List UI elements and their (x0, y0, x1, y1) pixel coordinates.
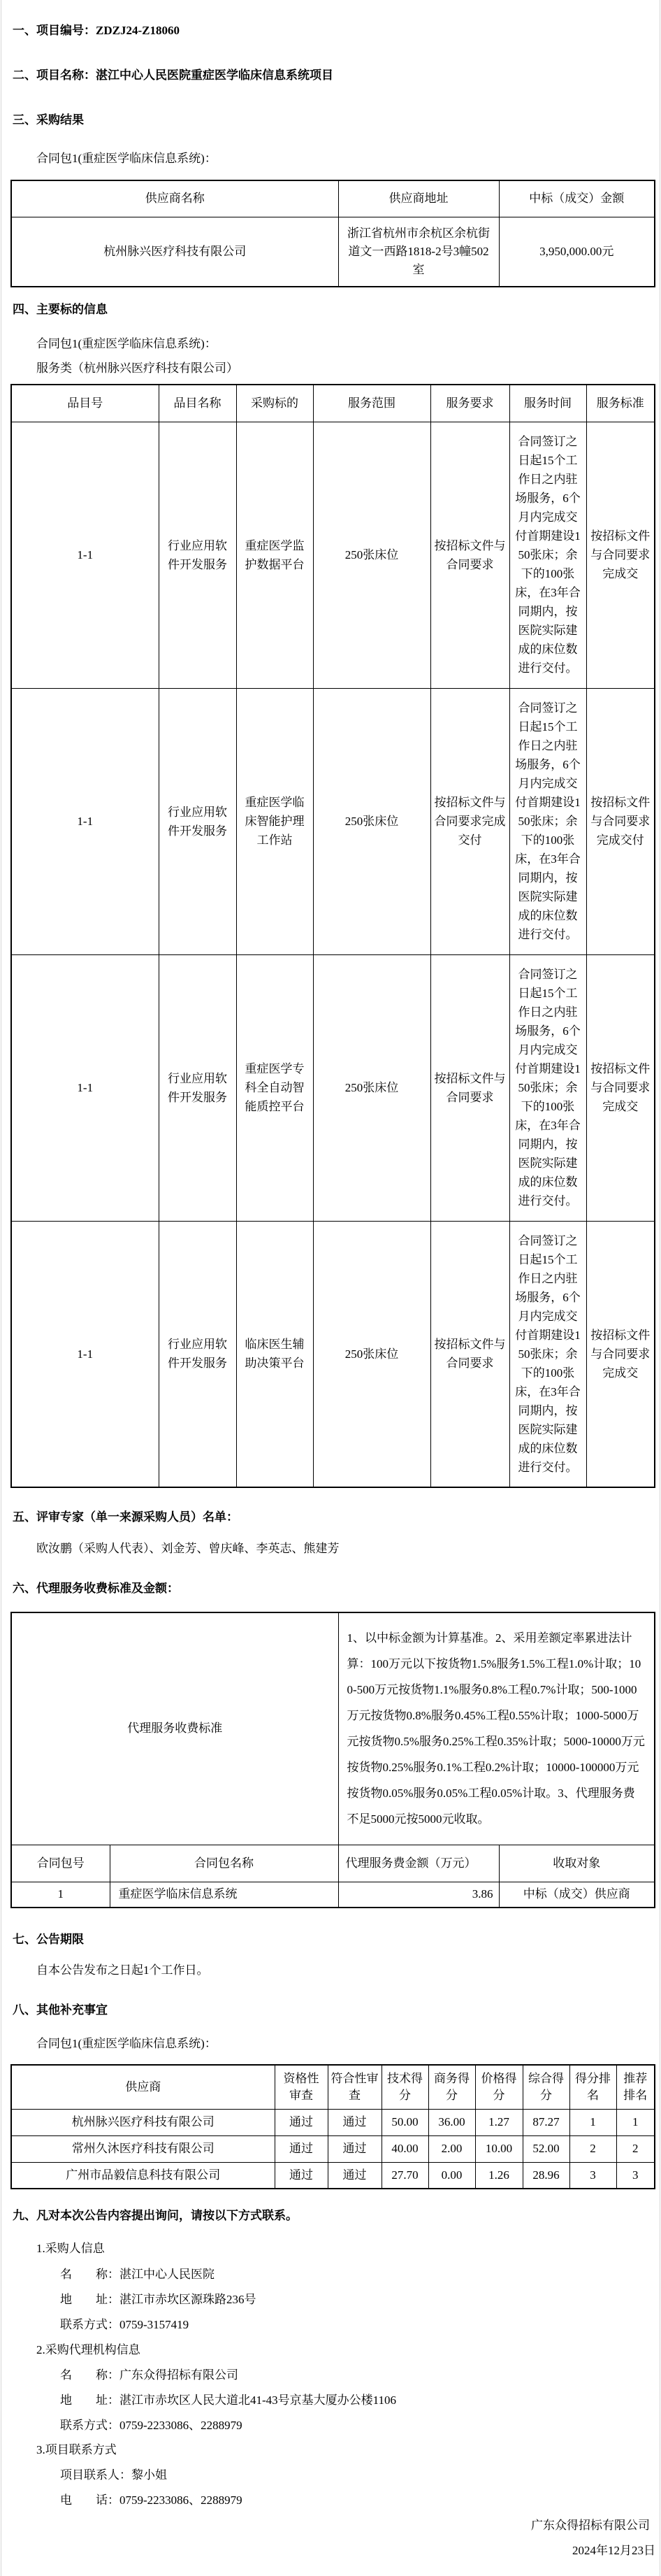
column-header: 品目号 (11, 385, 159, 422)
table-cell: 3 (616, 2162, 655, 2189)
table-cell: 按招标文件与合同要求 (430, 422, 509, 688)
table-row (11, 2162, 655, 2189)
section-heading-experts: 五、评审专家（单一来源采购人员）名单： (13, 1510, 238, 1524)
column-header: 中标（成交）金额 (499, 180, 655, 217)
column-header: 符合性审查 (328, 2065, 382, 2109)
table-cell: 合同签订之日起15个工作日之内驻场服务，6个月内完成交付首期建设150张床；余下的100张床，在3年合同期内，按医院实际建成的床位数进行交付。 (509, 422, 586, 688)
result-table (10, 180, 655, 287)
table-cell: 重症医学临床信息系统 (110, 1882, 338, 1908)
table-cell: 合同签订之日起15个工作日之内驻场服务，6个月内完成交付首期建设150张床；余下的100张床，在3年合同期内，按医院实际建成的床位数进行交付。 (509, 1221, 586, 1487)
column-header: 价格得分 (475, 2065, 523, 2109)
table-cell: 1-1 (11, 954, 159, 1221)
column-header: 商务得分 (428, 2065, 475, 2109)
purchaser-address: 地 址：湛江市赤坎区源珠路236号 (60, 2293, 256, 2306)
table-header-row (11, 385, 655, 422)
table-cell: 2 (616, 2135, 655, 2162)
agency-address: 地 址：湛江市赤坎区人民大道北41-43号京基大厦办公楼1106 (60, 2393, 397, 2407)
table-cell: 按招标文件与合同要求完成交付 (430, 688, 509, 954)
experts-list: 欧汝鹏（采购人代表）、刘金芳、曾庆峰、李英志、熊建芳 (36, 1542, 340, 1555)
table-cell: 1-1 (11, 422, 159, 688)
table-cell: 1-1 (11, 688, 159, 954)
table-cell: 250张床位 (313, 1221, 430, 1487)
column-header: 供应商地址 (338, 180, 499, 217)
table-cell: 1 (616, 2109, 655, 2135)
project-contact-person: 项目联系人：黎小姐 (60, 2468, 167, 2482)
table-row (11, 954, 655, 1221)
table-cell: 1.26 (475, 2162, 523, 2189)
table-cell: 按招标文件与合同要求 (430, 954, 509, 1221)
table-cell: 通过 (275, 2162, 328, 2189)
column-header: 综合得分 (523, 2065, 569, 2109)
fee-table (10, 1612, 655, 1908)
table-cell: 40.00 (382, 2135, 428, 2162)
table-header-row (11, 1845, 655, 1882)
section-heading-main-subject-info: 四、主要标的信息 (13, 303, 108, 316)
fee-standard-label: 代理服务收费标准 (11, 1612, 338, 1845)
table-cell: 按招标文件与合同要求 (430, 1221, 509, 1487)
column-header: 服务时间 (509, 385, 586, 422)
column-header: 推荐排名 (616, 2065, 655, 2109)
table-header-row (11, 180, 655, 217)
agency-name: 名 称：广东众得招标有限公司 (60, 2368, 238, 2382)
section-heading-notice-period: 七、公告期限 (13, 1933, 84, 1946)
table-cell: 行业应用软件开发服务 (159, 954, 236, 1221)
table-cell: 1-1 (11, 1221, 159, 1487)
table-cell: 行业应用软件开发服务 (159, 688, 236, 954)
table-cell: 52.00 (523, 2135, 569, 2162)
table-row (11, 422, 655, 688)
table-cell: 杭州脉兴医疗科技有限公司 (11, 217, 338, 287)
table-cell: 3.86 (338, 1882, 499, 1908)
package-note: 合同包1(重症医学临床信息系统)： (36, 337, 217, 350)
agency-phone: 联系方式：0759-2233086、2288979 (60, 2419, 242, 2432)
table-cell: 通过 (328, 2135, 382, 2162)
section-heading-procurement-result: 三、采购结果 (13, 113, 84, 127)
column-header: 收取对象 (499, 1845, 655, 1882)
table-cell: 10.00 (475, 2135, 523, 2162)
table-row (11, 2135, 655, 2162)
section-heading-project-name: 二、项目名称：湛江中心人民医院重症医学临床信息系统项目 (13, 69, 333, 82)
table-cell: 87.27 (523, 2109, 569, 2135)
table-cell: 常州久沐医疗科技有限公司 (11, 2135, 275, 2162)
table-cell: 杭州脉兴医疗科技有限公司 (11, 2109, 275, 2135)
column-header: 采购标的 (236, 385, 313, 422)
service-class-note: 服务类（杭州脉兴医疗科技有限公司） (36, 362, 238, 375)
table-cell: 2.00 (428, 2135, 475, 2162)
column-header: 代理服务费金额（万元） (338, 1845, 499, 1882)
table-cell: 中标（成交）供应商 (499, 1882, 655, 1908)
table-row (11, 688, 655, 954)
score-table (10, 2064, 655, 2189)
table-cell: 行业应用软件开发服务 (159, 1221, 236, 1487)
table-cell: 250张床位 (313, 688, 430, 954)
column-header: 服务范围 (313, 385, 430, 422)
table-header-row (11, 2065, 655, 2109)
table-cell: 36.00 (428, 2109, 475, 2135)
table-cell: 临床医生辅助决策平台 (236, 1221, 313, 1487)
table-cell: 浙江省杭州市余杭区余杭街道文一西路1818-2号3幢502室 (338, 217, 499, 287)
table-cell: 0.00 (428, 2162, 475, 2189)
section-heading-inquiry-contact: 九、凡对本次公告内容提出询问，请按以下方式联系。 (13, 2209, 298, 2222)
package-note: 合同包1(重症医学临床信息系统)： (36, 152, 217, 165)
table-cell: 按招标文件与合同要求完成交 (586, 954, 655, 1221)
table-cell: 通过 (328, 2162, 382, 2189)
table-cell: 按招标文件与合同要求完成交付 (586, 688, 655, 954)
column-header: 供应商 (11, 2065, 275, 2109)
fee-standard-row (11, 1612, 655, 1845)
table-row (11, 1221, 655, 1487)
column-header: 技术得分 (382, 2065, 428, 2109)
table-row (11, 2109, 655, 2135)
column-header: 得分排名 (569, 2065, 616, 2109)
table-cell: 3,950,000.00元 (499, 217, 655, 287)
table-cell: 重症医学临床智能护理工作站 (236, 688, 313, 954)
table-cell: 通过 (328, 2109, 382, 2135)
section-heading-other-matters: 八、其他补充事宜 (13, 2003, 108, 2017)
column-header: 服务要求 (430, 385, 509, 422)
table-cell: 合同签订之日起15个工作日之内驻场服务，6个月内完成交付首期建设150张床；余下的100张床，在3年合同期内，按医院实际建成的床位数进行交付。 (509, 954, 586, 1221)
table-cell: 通过 (275, 2109, 328, 2135)
column-header: 服务标准 (586, 385, 655, 422)
agency-info-title: 2.采购代理机构信息 (36, 2343, 140, 2356)
column-header: 资格性审查 (275, 2065, 328, 2109)
table-row (11, 217, 655, 287)
column-header: 合同包名称 (110, 1845, 338, 1882)
table-cell: 广州市品毅信息科技有限公司 (11, 2162, 275, 2189)
table-cell: 重症医学监护数据平台 (236, 422, 313, 688)
items-table (10, 384, 655, 1488)
fee-standard-text: 1、以中标金额为计算基准。2、采用差额定率累进法计算：100万元以下按货物1.5%服务1.5%工程1.0%计取；100-500万元按货物1.1%服务0.8%工程0.7%计取；500-1000万元按货物0.8%服务0.45%工程0.55%计取；1000-5000万元按货物0.5%服务0.25%工程0.35%计取；5000-10000万元按货物0.25%服务0.1%工程0.2%计取；10000-100000万元按货物0.05%服务0.05%工程0.05%计取。3、代理服务费不足5000元按5000元收取。 (338, 1612, 655, 1845)
table-cell: 行业应用软件开发服务 (159, 422, 236, 688)
table-row (11, 1882, 655, 1908)
table-cell: 1 (11, 1882, 110, 1908)
table-cell: 1.27 (475, 2109, 523, 2135)
table-cell: 通过 (275, 2135, 328, 2162)
purchaser-info-title: 1.采购人信息 (36, 2242, 105, 2255)
column-header: 供应商名称 (11, 180, 338, 217)
table-cell: 合同签订之日起15个工作日之内驻场服务，6个月内完成交付首期建设150张床；余下的100张床，在3年合同期内，按医院实际建成的床位数进行交付。 (509, 688, 586, 954)
footer-company: 广东众得招标有限公司 (531, 2519, 650, 2532)
table-cell: 50.00 (382, 2109, 428, 2135)
table-cell: 重症医学专科全自动智能质控平台 (236, 954, 313, 1221)
table-cell: 按招标文件与合同要求完成交 (586, 422, 655, 688)
project-contact-phone: 电 话：0759-2233086、2288979 (60, 2493, 242, 2507)
column-header: 品目名称 (159, 385, 236, 422)
table-cell: 250张床位 (313, 954, 430, 1221)
section-heading-project-number: 一、项目编号：ZDZJ24-Z18060 (13, 24, 180, 37)
footer-date: 2024年12月23日 (572, 2544, 655, 2557)
package-note: 合同包1(重症医学临床信息系统)： (36, 2037, 217, 2050)
project-contact-title: 3.项目联系方式 (36, 2443, 117, 2456)
column-header: 合同包号 (11, 1845, 110, 1882)
purchaser-phone: 联系方式：0759-3157419 (60, 2318, 189, 2331)
table-cell: 1 (569, 2109, 616, 2135)
section-heading-agency-fee: 六、代理服务收费标准及金额： (13, 1582, 179, 1595)
purchaser-name: 名 称：湛江中心人民医院 (60, 2268, 215, 2281)
table-cell: 2 (569, 2135, 616, 2162)
table-cell: 27.70 (382, 2162, 428, 2189)
table-cell: 28.96 (523, 2162, 569, 2189)
table-cell: 250张床位 (313, 422, 430, 688)
table-cell: 按招标文件与合同要求完成交 (586, 1221, 655, 1487)
table-cell: 3 (569, 2162, 616, 2189)
notice-period-text: 自本公告发布之日起1个工作日。 (36, 1963, 209, 1977)
